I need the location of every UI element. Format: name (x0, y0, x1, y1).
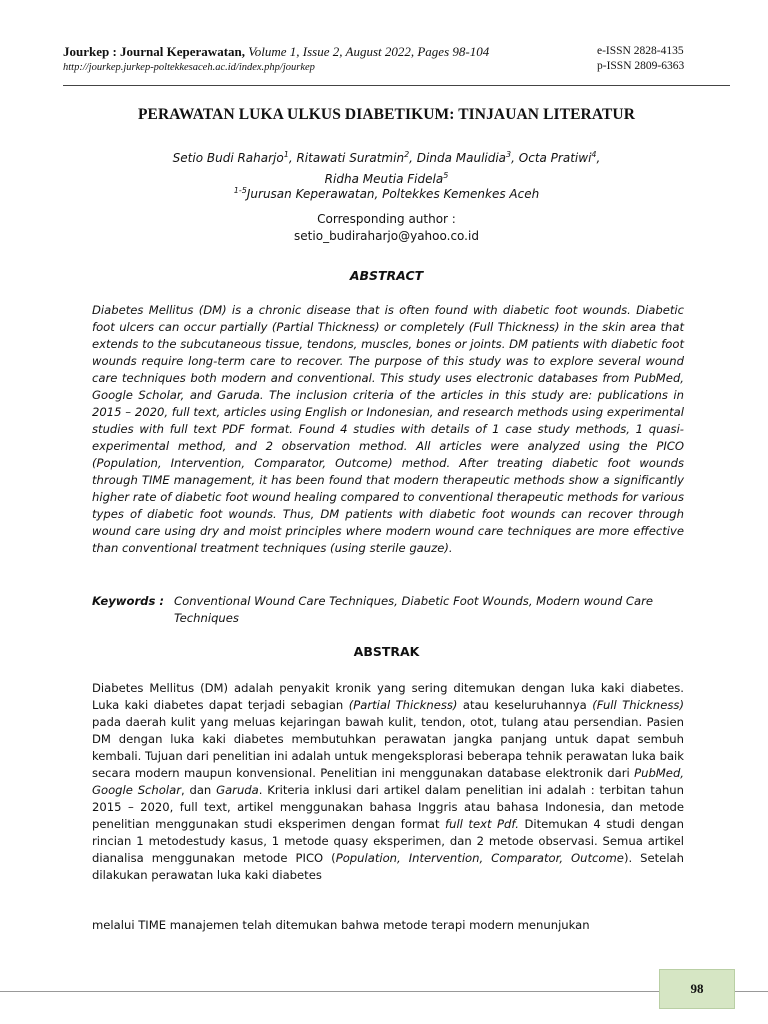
footer-divider (0, 991, 768, 992)
journal-details: Volume 1, Issue 2, August 2022, Pages 98-104 (248, 44, 490, 59)
abstrak-run: Diabetes Mellitus (DM) adalah penyakit kronik yang sering ditemukan dengan luka kaki diabetes. Luka kaki diabetes dapat terjadi sebagian (92, 681, 684, 712)
keywords-text: Conventional Wound Care Techniques, Diabetic Foot Wounds, Modern wound Care Techniques (174, 594, 653, 625)
keywords-label: Keywords : (92, 594, 165, 608)
affiliation-text: Jurusan Keperawatan, Poltekkes Kemenkes Aceh (246, 187, 540, 201)
abstrak-run: atau keseluruhannya (457, 698, 593, 712)
affiliation (80, 183, 693, 202)
abstrak-italic: full text Pdf. (445, 817, 519, 831)
author-name: Setio Budi Raharjo (172, 151, 284, 165)
journal-header (63, 44, 583, 75)
author-line-1 (80, 146, 693, 167)
corresponding-author (80, 211, 693, 245)
corresponding-email[interactable]: setio_budiraharjo@yahoo.co.id (294, 229, 479, 243)
author-name: , Dinda Maulidia (409, 151, 507, 165)
abstract-heading: ABSTRACT (349, 268, 424, 283)
article-title: PERAWATAN LUKA ULKUS DIABETIKUM: TINJAUAN LITERATUR (137, 106, 635, 123)
author-name: , Ritawati Suratmin (288, 151, 405, 165)
abstrak-run: ). Setelah dilakukan perawatan luka kaki diabetes (92, 851, 684, 882)
keywords (92, 593, 684, 627)
affiliation-sup: 1-5 (233, 186, 247, 195)
author-sup: 1 (283, 150, 289, 159)
journal-name: Jourkep : Journal Keperawatan, (63, 44, 245, 59)
pissn: p-ISSN 2809-6363 (597, 60, 685, 72)
author-list (80, 146, 693, 188)
abstract-text: Diabetes Mellitus (DM) is a chronic disease that is often found with diabetic foot wounds. Diabetic foot ulcers can occur partially (Partial Thickness) or completely (Full Thickness) in the skin area that extends to the subcutaneous tissue, tendons, muscles, bones or joints. DM patients with diabetic foot wounds require long-term care to recover. The purpose of this study was to explore several wound care techniques both modern and conventional. This study uses electronic databases from PubMed, Google Scholar, and Garuda. The inclusion criteria of the articles in this study are: publications in 2015 – 2020, full text, articles using English or Indonesian, and research methods using experimental studies with full text PDF format. Found 4 studies with details of 1 case study methods, 1 quasi-experimental method, and 2 observation method. All articles were analyzed using the PICO (Population, Intervention, Comparator, Outcome) method. After treating diabetic foot wounds through TIME management, it has been found that modern therapeutic methods show a significantly higher rate of diabetic foot wound healing compared to conventional therapeutic methods for various types of diabetic foot wounds. Thus, DM patients with diabetic foot wounds can recover through wound care using dry and moist principles where modern wound care techniques are more effective than conventional treatment techniques (using sterile gauze). (92, 303, 684, 555)
abstrak-italic: (Full Thickness) (592, 698, 684, 712)
page-number: 98 (659, 969, 735, 1009)
abstrak-run: pada daerah kulit yang meluas kejaringan bawah kulit, tendon, otot, tulang atau persendian. Pasien DM dengan luka kaki diabetes membutuhkan perawatan jangka panjang untuk dapat sembuh kembali. Tujuan dari penelitian ini adalah untuk mengeksplorasi beberapa tehnik perawatan luka baik secara modern maupun konvensional. Penelitian ini menggunakan database elektronik dari (92, 715, 684, 780)
abstrak-continuation: melalui TIME manajemen telah ditemukan bahwa metode terapi modern menunjukan (92, 918, 590, 932)
abstrak-italic: PubMed, Google Scholar (92, 766, 684, 797)
author-sup: 4 (591, 150, 597, 159)
author-name: Ridha Meutia Fidela (324, 172, 444, 186)
author-sup: 3 (506, 150, 512, 159)
eissn: e-ISSN 2828-4135 (597, 45, 684, 57)
author-sup: 5 (443, 171, 449, 180)
abstrak-italic: Garuda (216, 783, 259, 797)
abstrak-run: , dan (180, 783, 217, 797)
abstrak-heading: ABSTRAK (353, 644, 420, 659)
abstrak-text (92, 680, 684, 884)
issn-block (597, 44, 717, 74)
journal-url[interactable]: http://jourkep.jurkep-poltekkesaceh.ac.id/index.php/jourkep (63, 62, 315, 73)
abstrak-run: Ditemukan 4 studi dengan rincian 1 metodestudy kasus, 1 metode quasy eksperimen, dan 2 metode observasi. Semua artikel dianalisa menggunakan metode PICO ( (92, 817, 684, 865)
abstrak-italic: (Partial Thickness) (348, 698, 458, 712)
journal-citation (63, 44, 583, 60)
header-divider (63, 85, 730, 86)
abstrak-run: . Kriteria inklusi dari artikel dalam penelitian ini adalah : terbitan tahun 2015 – 2020, full text, artikel menggunakan bahasa Inggris atau bahasa Indonesia, dan metode penelitian menggunakan studi eksperimen dengan format (92, 783, 684, 831)
author-sup: 2 (404, 150, 410, 159)
author-sep: , (596, 151, 601, 165)
abstrak-italic: Population, Intervention, Comparator, Outcome (335, 851, 624, 865)
corresponding-label: Corresponding author : (317, 212, 456, 226)
author-name: , Octa Pratiwi (511, 151, 592, 165)
